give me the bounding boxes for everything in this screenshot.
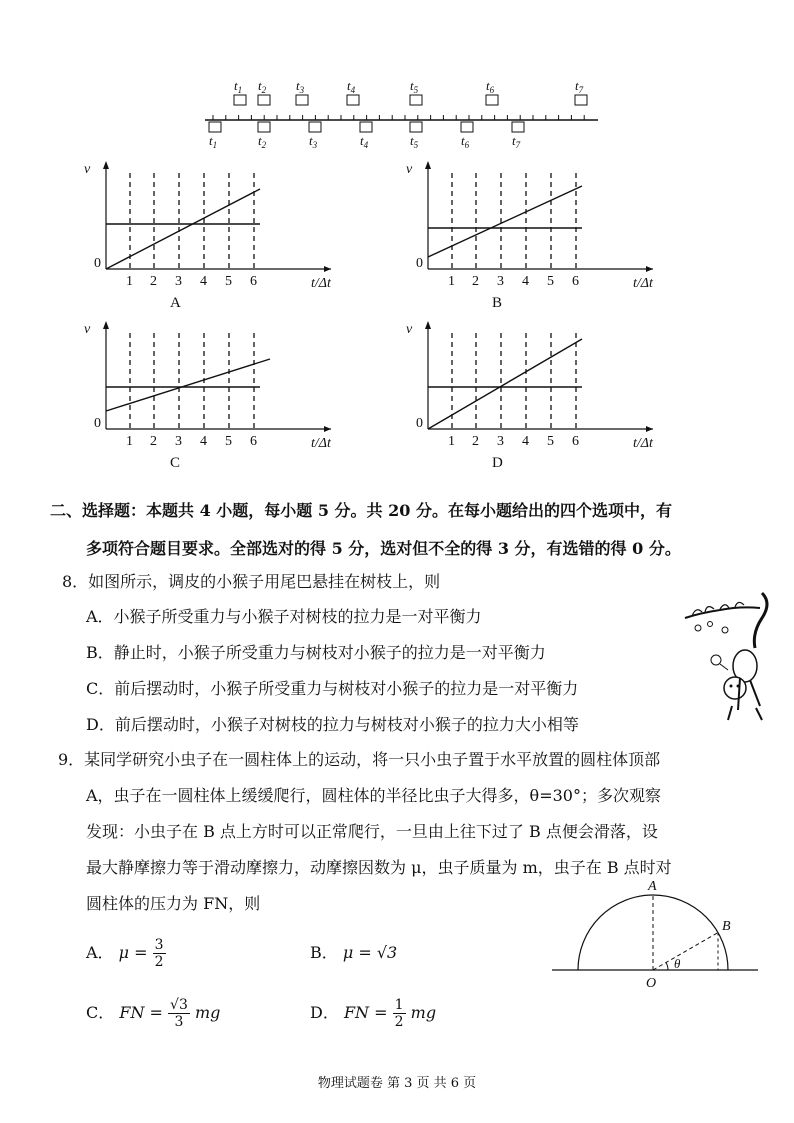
q9-option-c-den: 3 — [174, 1014, 184, 1030]
q8-stem: 8．如图所示，调皮的小猴子用尾巴悬挂在树枝上，则 — [62, 572, 441, 591]
tick-label: 6 — [250, 434, 257, 449]
y-axis-arrow — [425, 161, 431, 169]
tick-label: 1 — [448, 434, 455, 449]
y-axis-arrow — [103, 161, 109, 169]
q9-option-a-fraction — [153, 937, 166, 970]
q9-option-d-fraction — [393, 997, 406, 1030]
tick-label: 1 — [126, 434, 133, 449]
tape-top-label: $t_4$ — [347, 78, 356, 95]
label-A: A — [648, 879, 657, 894]
tick-label: 3 — [497, 274, 504, 289]
tick-label: 3 — [175, 434, 182, 449]
q9-option-d-lhs: FN = — [343, 1003, 388, 1022]
x-axis-label: t/Δt — [311, 276, 331, 291]
accelerating-line — [106, 359, 270, 411]
tape-top-box — [575, 95, 587, 105]
tape-bottom-box — [512, 122, 524, 132]
y-axis-arrow — [103, 321, 109, 329]
section2-heading-line2: 多项符合题目要求。全部选对的得 5 分，选对但不全的得 3 分，有选错的得 0 分。 — [86, 539, 681, 558]
graph-A — [78, 155, 338, 315]
q9-line3: 发现：小虫子在 B 点上方时可以正常爬行，一旦由上往下过了 B 点便会滑落，设 — [86, 822, 658, 841]
tape-top-label: $t_5$ — [410, 78, 419, 95]
tape-top-box — [296, 95, 308, 105]
origin-label: 0 — [94, 416, 101, 431]
q9-line5: 圆柱体的压力为 FN，则 — [86, 894, 261, 913]
x-axis-label: t/Δt — [633, 436, 653, 451]
tick-label: 2 — [150, 434, 157, 449]
accelerating-line — [106, 189, 260, 269]
x-axis-arrow — [324, 266, 331, 272]
accelerating-line — [428, 339, 582, 429]
q8-option-c: C．前后摆动时，小猴子所受重力与树枝对小猴子的拉力是一对平衡力 — [86, 679, 579, 698]
tape-top-box — [258, 95, 270, 105]
tick-label: 1 — [126, 274, 133, 289]
tape-bottom-label: $t_6$ — [461, 133, 470, 150]
tape-bottom-box — [410, 122, 422, 132]
tape-top-label: $t_7$ — [575, 78, 584, 95]
tape-top-box — [347, 95, 359, 105]
tape-bottom-box — [309, 122, 321, 132]
cylinder-figure — [550, 862, 770, 992]
q9-option-d — [310, 993, 436, 1033]
tick-label: 2 — [472, 274, 479, 289]
x-axis-label: t/Δt — [311, 436, 331, 451]
q9-option-a-label: A． — [86, 943, 114, 962]
q9-option-b — [310, 933, 397, 973]
tick-label: 5 — [225, 434, 232, 449]
tick-label: 4 — [200, 434, 207, 449]
ticker-tape-diagram — [0, 0, 794, 160]
tape-bottom-label: $t_4$ — [360, 133, 369, 150]
origin-label: 0 — [416, 256, 423, 271]
tick-label: 1 — [448, 274, 455, 289]
radius-OB — [653, 933, 718, 971]
tape-top-box — [486, 95, 498, 105]
tape-bottom-label: $t_2$ — [258, 133, 267, 150]
tick-label: 5 — [547, 434, 554, 449]
tape-bottom-box — [461, 122, 473, 132]
q9-option-a-num: 3 — [154, 937, 164, 953]
x-axis-arrow — [646, 426, 653, 432]
graph-caption: B — [492, 295, 503, 311]
label-O: O — [646, 976, 657, 991]
tick-label: 4 — [200, 274, 207, 289]
graph-C — [78, 315, 338, 475]
y-axis-label: v — [406, 322, 413, 337]
q9-option-a-den: 2 — [154, 954, 164, 970]
graph-D — [400, 315, 660, 475]
y-axis-label: v — [84, 322, 91, 337]
tick-label: 2 — [150, 274, 157, 289]
q8-option-d: D．前后摆动时，小猴子对树枝的拉力与树枝对小猴子的拉力大小相等 — [86, 715, 579, 734]
label-theta: θ — [674, 956, 681, 971]
page-footer: 物理试题卷 第 3 页 共 6 页 — [317, 1076, 477, 1091]
q9-option-d-den: 2 — [394, 1014, 404, 1030]
accelerating-line — [428, 186, 582, 257]
q9-option-a-lhs: μ = — [118, 943, 148, 962]
tape-bottom-label: $t_3$ — [309, 133, 318, 150]
x-axis-arrow — [324, 426, 331, 432]
tick-label: 3 — [175, 274, 182, 289]
tape-bottom-label: $t_5$ — [410, 133, 419, 150]
tick-label: 2 — [472, 434, 479, 449]
tick-label: 4 — [522, 274, 529, 289]
tick-label: 6 — [572, 274, 579, 289]
q9-line2: A，虫子在一圆柱体上缓缓爬行，圆柱体的半径比虫子大得多，θ=30°；多次观察 — [86, 786, 661, 805]
graph-caption: A — [170, 295, 181, 311]
x-axis-arrow — [646, 266, 653, 272]
tape-bottom-label: $t_1$ — [209, 133, 218, 150]
q9-option-a — [86, 933, 166, 973]
q8-option-a: A．小猴子所受重力与小猴子对树枝的拉力是一对平衡力 — [86, 607, 482, 626]
tape-bottom-box — [209, 122, 221, 132]
q9-option-b-expr: μ = √3 — [342, 943, 398, 962]
tick-label: 3 — [497, 434, 504, 449]
q8-option-b: B．静止时，小猴子所受重力与树枝对小猴子的拉力是一对平衡力 — [86, 643, 546, 662]
tape-bottom-box — [360, 122, 372, 132]
tick-label: 5 — [225, 274, 232, 289]
q9-option-c-tail: mg — [194, 1003, 221, 1022]
tick-label: 5 — [547, 274, 554, 289]
tape-top-label: $t_6$ — [486, 78, 495, 95]
section2-heading-line1: 二、选择题：本题共 4 小题，每小题 5 分。共 20 分。在每小题给出的四个选项中，有 — [50, 501, 672, 520]
tick-label: 4 — [522, 434, 529, 449]
q9-line4: 最大静摩擦力等于滑动摩擦力，动摩擦因数为 μ，虫子质量为 m，虫子在 B 点时对 — [86, 858, 672, 877]
graph-B — [400, 155, 660, 315]
x-axis-label: t/Δt — [633, 276, 653, 291]
tape-bottom-label: $t_7$ — [512, 133, 521, 150]
graph-caption: D — [492, 455, 503, 471]
graph-caption: C — [170, 455, 181, 471]
tick-label: 6 — [250, 274, 257, 289]
y-axis-label: v — [84, 162, 91, 177]
tape-bottom-box — [258, 122, 270, 132]
q9-option-d-num: 1 — [394, 997, 404, 1013]
monkey-illustration — [680, 588, 770, 728]
q9-line1: 9．某同学研究小虫子在一圆柱体上的运动，将一只小虫子置于水平放置的圆柱体顶部 — [58, 750, 661, 769]
q9-option-c-lhs: FN = — [119, 1003, 163, 1022]
y-axis-arrow — [425, 321, 431, 329]
tape-top-box — [234, 95, 246, 105]
q9-option-d-tail: mg — [410, 1003, 437, 1022]
q9-option-c-fraction — [168, 997, 190, 1030]
tape-top-label: $t_1$ — [234, 78, 243, 95]
origin-label: 0 — [94, 256, 101, 271]
tape-top-label: $t_3$ — [296, 78, 305, 95]
origin-label: 0 — [416, 416, 423, 431]
q9-option-d-label: D． — [310, 1003, 339, 1022]
tape-top-box — [410, 95, 422, 105]
q9-option-b-label: B． — [310, 943, 338, 962]
tick-label: 6 — [572, 434, 579, 449]
q9-option-c-num: √3 — [170, 997, 188, 1013]
q9-option-c — [86, 993, 220, 1033]
tape-top-label: $t_2$ — [258, 78, 267, 95]
theta-arc — [666, 963, 668, 971]
q9-option-c-label: C． — [86, 1003, 115, 1022]
label-B: B — [722, 919, 731, 934]
y-axis-label: v — [406, 162, 413, 177]
